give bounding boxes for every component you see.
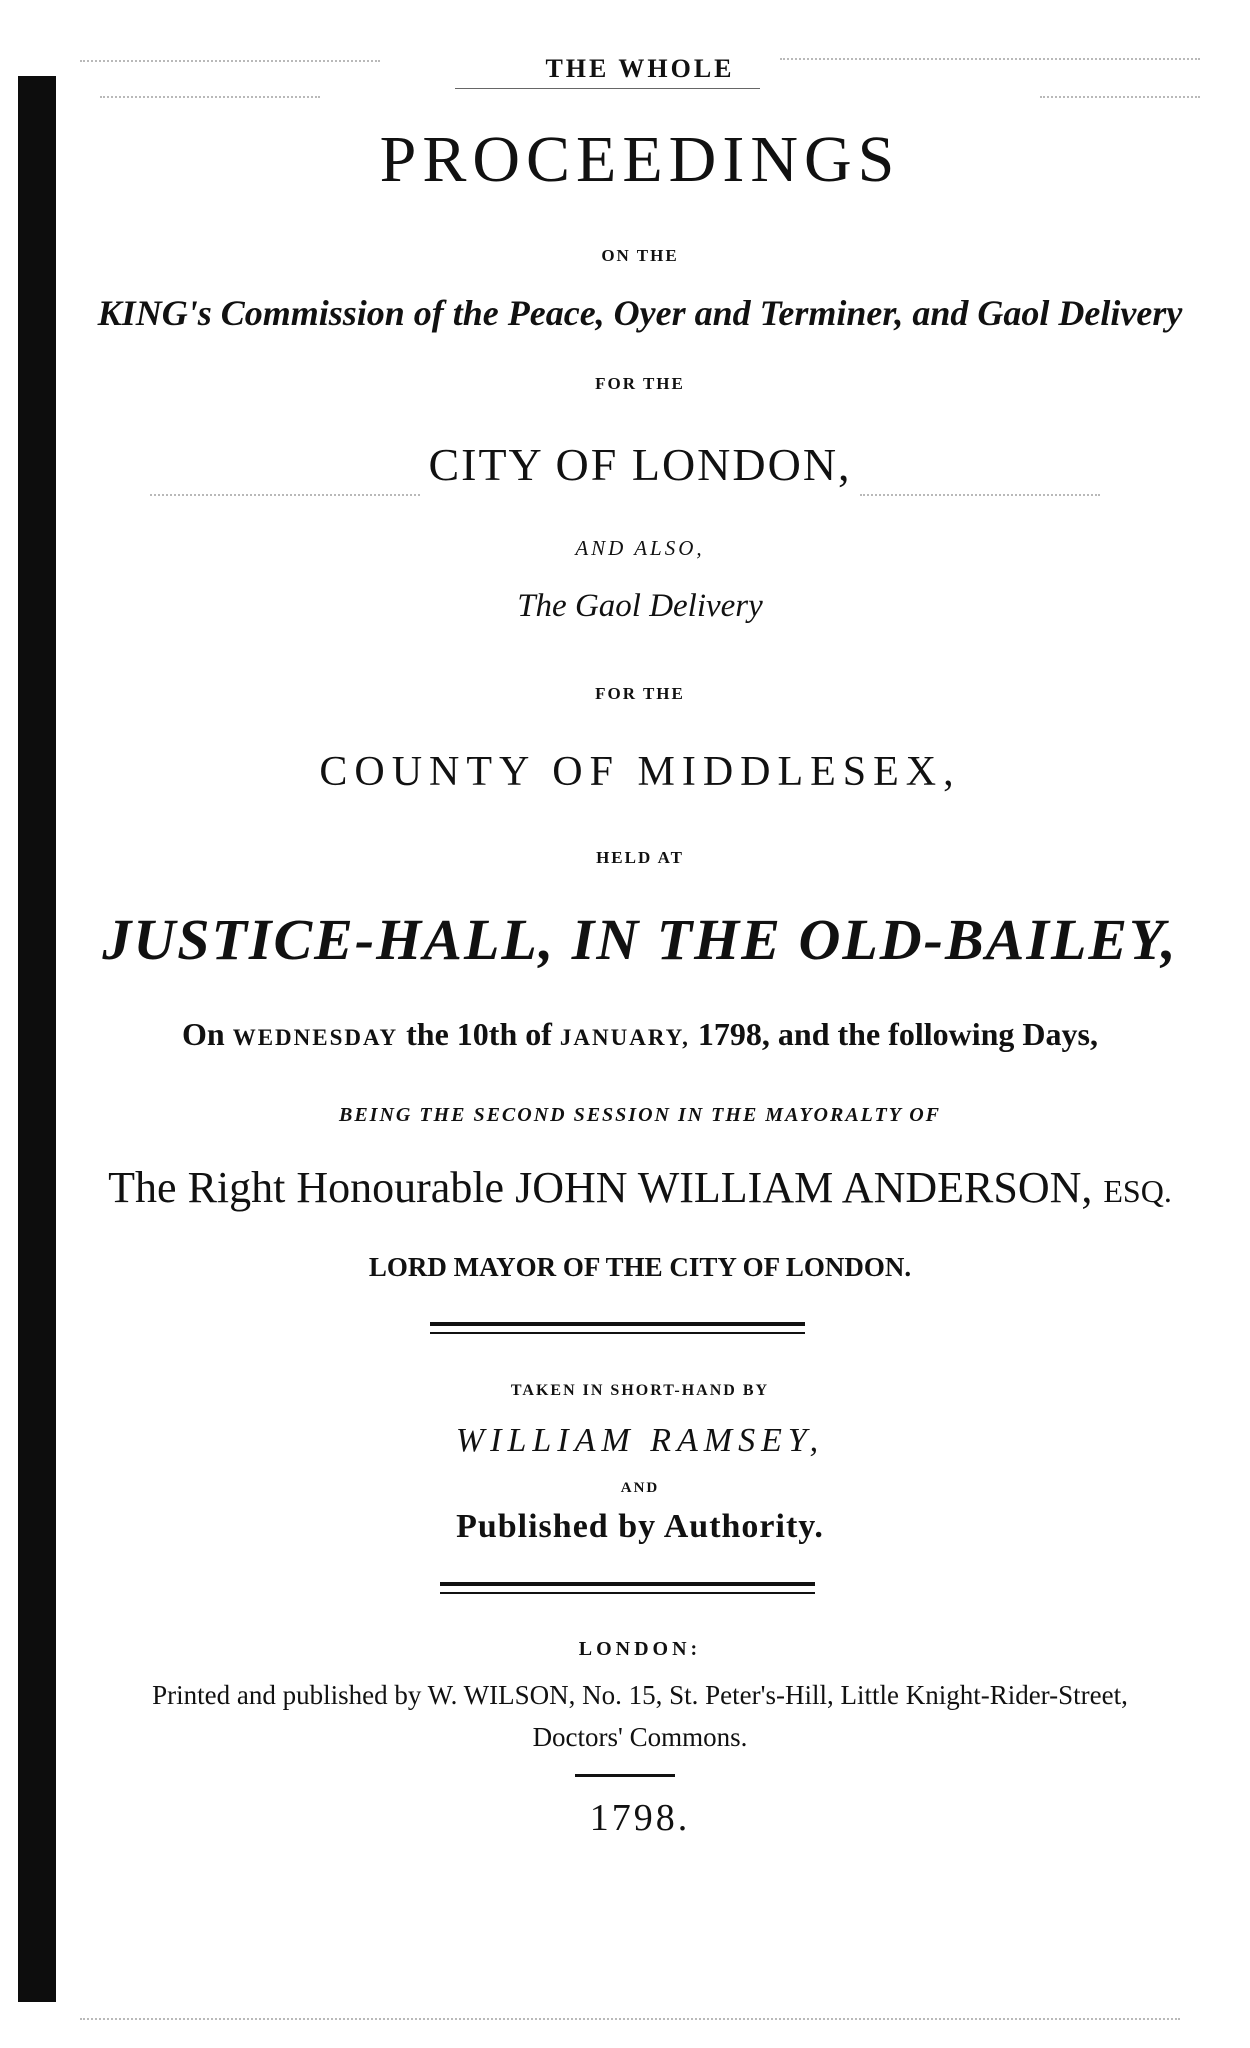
venue-heading: JUSTICE-HALL, IN THE OLD-BAILEY, [102, 907, 1178, 972]
taken-in-shorthand-text: TAKEN IN SHORT-HAND BY [510, 1382, 770, 1399]
on-the-text: ON THE [601, 246, 679, 265]
gaol-delivery-text: The Gaol Delivery [517, 588, 763, 624]
date-middle: the 10th of [406, 1016, 552, 1052]
page-title: PROCEEDINGS [379, 123, 901, 196]
published-by-authority: Published by Authority. [456, 1508, 824, 1545]
date-line [70, 1016, 1210, 1053]
imprint-year: 1798. [589, 1797, 691, 1839]
for-the-text: FOR THE [595, 684, 685, 703]
date-month: JANUARY, [559, 1025, 690, 1050]
scan-noise [150, 494, 420, 496]
scan-noise [100, 96, 320, 98]
header-title: THE WHOLE [545, 54, 735, 83]
and-text: AND [620, 1480, 660, 1496]
reporter-name: WILLIAM RAMSEY, [455, 1422, 825, 1459]
lord-mayor-name [70, 1162, 1210, 1213]
book-spine-shadow [18, 76, 56, 2002]
date-prefix: On [182, 1016, 225, 1052]
city-heading: CITY OF LONDON, [428, 439, 852, 490]
imprint-address-line: Doctors' Commons. [532, 1722, 748, 1752]
short-rule-divider [575, 1774, 675, 1777]
double-rule-divider [440, 1582, 815, 1594]
header-underline [455, 88, 760, 89]
commission-line: KING's Commission of the Peace, Oyer and Terminer, and Gaol Delivery [97, 293, 1183, 333]
esquire-text: ESQ. [1103, 1173, 1172, 1209]
lord-mayor-name-text: The Right Honourable JOHN WILLIAM ANDERSON, [108, 1163, 1093, 1212]
imprint-city: LONDON: [578, 1638, 702, 1660]
date-weekday: WEDNESDAY [232, 1025, 399, 1050]
county-heading: COUNTY OF MIDDLESEX, [319, 749, 961, 795]
lord-mayor-title: LORD MAYOR OF THE CITY OF LONDON. [368, 1252, 912, 1282]
for-the-text: FOR THE [595, 374, 685, 393]
double-rule-divider [430, 1322, 805, 1334]
session-line: BEING THE SECOND SESSION IN THE MAYORALTY OF [338, 1104, 941, 1126]
and-also-text: AND ALSO, [575, 536, 705, 560]
imprint-printer-line: Printed and published by W. WILSON, No. 15, St. Peter's-Hill, Little Knight-Rider-Street, [152, 1680, 1128, 1710]
date-suffix: 1798, and the following Days, [697, 1016, 1098, 1052]
held-at-text: HELD AT [596, 848, 684, 867]
scan-noise [1040, 96, 1200, 98]
scan-noise [860, 494, 1100, 496]
scan-noise [80, 2018, 1180, 2020]
